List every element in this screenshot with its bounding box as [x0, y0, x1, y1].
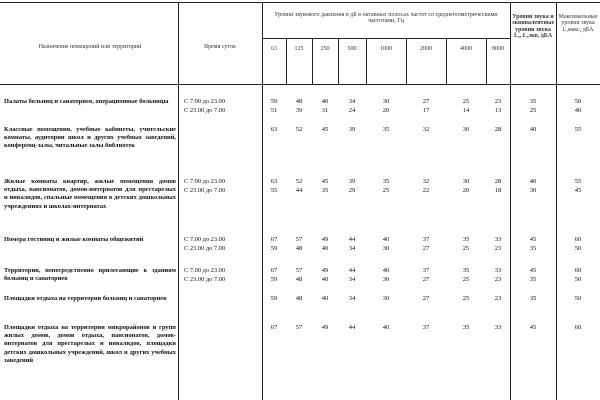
level-value: 29: [348, 187, 356, 194]
row-name: Классные помещения, учебные кабинеты, учительские комнаты, аудитории школ и других учебных заведений, конференц-залы, читальные залы библиотек: [4, 126, 176, 150]
frequency-column-divider: [366, 38, 367, 84]
row-time: С 7.00 до 23.00: [184, 178, 226, 185]
level-value: 28: [494, 178, 502, 185]
level-value: 35: [462, 267, 470, 274]
equiv-value: 35: [529, 295, 537, 302]
level-value: 55: [270, 187, 278, 194]
row-name: Жилые комнаты квартир, жилые помещения домов отдыха, пансионатов, домов-интернатов для престарелых и инвалидов, спальные помещения в детских дошкольных учреждениях и школах-интернатах: [4, 178, 176, 210]
column-divider-time: [262, 2, 263, 400]
max-value: 50: [574, 295, 582, 302]
level-value: 35: [462, 236, 470, 243]
level-value: 51: [270, 107, 278, 114]
level-value: 23: [494, 98, 502, 105]
level-value: 34: [348, 245, 356, 252]
max-value: 40: [574, 107, 582, 114]
equiv-value: 40: [529, 178, 537, 185]
column-divider-equiv: [556, 2, 557, 400]
level-value: 48: [295, 276, 303, 283]
equiv-value: 35: [529, 245, 537, 252]
equiv-value: 35: [529, 276, 537, 283]
header-col-levels: Уровни звукового давления в дБ в октавных полосах частот со среднегеометрическими частотами, Гц: [274, 12, 498, 25]
level-value: 39: [348, 178, 356, 185]
level-value: 40: [321, 295, 329, 302]
frequency-label: 500: [347, 46, 357, 52]
level-value: 27: [422, 295, 430, 302]
row-time: С 7.00 до 23.00: [184, 98, 226, 105]
level-value: 59: [270, 276, 278, 283]
max-value: 45: [574, 187, 582, 194]
level-value: 67: [270, 324, 278, 331]
level-value: 49: [321, 236, 329, 243]
level-value: 25: [462, 98, 470, 105]
frequency-column-divider: [486, 38, 487, 84]
row-name: Номера гостиниц и жилые комнаты общежитий: [4, 236, 144, 243]
level-value: 63: [270, 178, 278, 185]
level-value: 27: [422, 98, 430, 105]
level-value: 57: [295, 267, 303, 274]
level-value: 49: [321, 324, 329, 331]
max-value: 60: [574, 236, 582, 243]
frequency-label: 63: [271, 46, 277, 52]
frequency-label: 250: [320, 46, 330, 52]
equiv-value: 35: [529, 98, 537, 105]
level-value: 57: [295, 324, 303, 331]
row-time: С 23.00 до 7.00: [184, 107, 226, 114]
level-value: 25: [462, 295, 470, 302]
level-value: 44: [348, 324, 356, 331]
level-value: 27: [422, 245, 430, 252]
level-value: 17: [422, 107, 430, 114]
level-value: 18: [494, 187, 502, 194]
level-value: 31: [321, 107, 329, 114]
level-value: 59: [270, 295, 278, 302]
level-value: 37: [422, 236, 430, 243]
max-value: 55: [574, 126, 582, 133]
equiv-value: 30: [529, 187, 537, 194]
max-value: 60: [574, 324, 582, 331]
level-value: 33: [494, 236, 502, 243]
column-divider-name: [178, 2, 179, 400]
frequency-label: 2000: [420, 46, 432, 52]
row-name: Палаты больниц и санаториев, операционные больницы: [4, 98, 169, 105]
level-value: 44: [348, 236, 356, 243]
level-value: 48: [295, 245, 303, 252]
frequency-label: 1000: [380, 46, 392, 52]
level-value: 30: [382, 295, 390, 302]
frequency-column-divider: [286, 38, 287, 84]
equiv-value: 45: [529, 267, 537, 274]
level-value: 63: [270, 126, 278, 133]
level-value: 23: [494, 295, 502, 302]
level-value: 45: [321, 126, 329, 133]
level-value: 37: [422, 324, 430, 331]
level-value: 35: [382, 178, 390, 185]
frequency-label: 8000: [492, 46, 504, 52]
max-value: 50: [574, 98, 582, 105]
level-value: 23: [494, 276, 502, 283]
level-value: 39: [295, 107, 303, 114]
header-col-time: Время суток: [204, 44, 236, 50]
row-time: С 23.00 до 7.00: [184, 187, 226, 194]
level-value: 30: [382, 276, 390, 283]
level-value: 59: [270, 245, 278, 252]
level-value: 14: [462, 107, 470, 114]
level-value: 24: [348, 107, 356, 114]
row-time: С 7.00 до 23.00: [184, 236, 226, 243]
max-value: 60: [574, 267, 582, 274]
level-value: 45: [321, 178, 329, 185]
row-time: С 23.00 до 7.00: [184, 245, 226, 252]
level-value: 30: [462, 178, 470, 185]
level-value: 28: [494, 126, 502, 133]
max-value: 50: [574, 245, 582, 252]
level-value: 20: [382, 107, 390, 114]
level-value: 44: [295, 187, 303, 194]
level-value: 52: [295, 178, 303, 185]
level-value: 39: [348, 126, 356, 133]
equiv-value: 25: [529, 107, 537, 114]
header-col-name: Назначение помещений или территорий: [38, 44, 142, 50]
level-value: 30: [382, 98, 390, 105]
level-value: 40: [321, 98, 329, 105]
frequency-column-divider: [406, 38, 407, 84]
row-name: Площадки отдыха на территории микрорайонов и групп жилых домов, домов отдыха, пансионатов, домов-интернатов для престарелых и инвалидов, площадки детских дошкольных учреждений, школ и других учебных заведений: [4, 324, 176, 364]
header-col-max: Максимальные уровни звука Lₐмакс, дБА: [558, 14, 598, 33]
frequency-label: 125: [294, 46, 304, 52]
max-value: 55: [574, 178, 582, 185]
max-value: 50: [574, 276, 582, 283]
row-time: С 7.00 до 23.00: [184, 267, 226, 274]
level-value: 23: [494, 245, 502, 252]
level-value: 33: [494, 267, 502, 274]
level-value: 32: [422, 178, 430, 185]
row-name: Площадки отдыха на территории больниц и санаториев: [4, 295, 167, 302]
level-value: 25: [382, 187, 390, 194]
level-value: 13: [494, 107, 502, 114]
level-value: 35: [321, 187, 329, 194]
header-col-equiv: Уровни звука и эквивалентные уровни звука Lₐ, Lₐэкв, дБА: [512, 14, 555, 39]
level-value: 32: [422, 126, 430, 133]
level-value: 22: [422, 187, 430, 194]
level-value: 40: [382, 267, 390, 274]
level-value: 40: [321, 276, 329, 283]
level-value: 25: [462, 245, 470, 252]
equiv-value: 40: [529, 126, 537, 133]
level-value: 67: [270, 267, 278, 274]
level-value: 37: [422, 267, 430, 274]
frequency-column-divider: [312, 38, 313, 84]
row-time: С 23.00 до 7.00: [184, 276, 226, 283]
level-value: 67: [270, 236, 278, 243]
frequency-subheader-line: [262, 38, 510, 39]
frequency-label: 4000: [460, 46, 472, 52]
level-value: 34: [348, 295, 356, 302]
level-value: 30: [382, 245, 390, 252]
level-value: 34: [348, 276, 356, 283]
level-value: 35: [462, 324, 470, 331]
equiv-value: 45: [529, 324, 537, 331]
level-value: 59: [270, 98, 278, 105]
level-value: 49: [321, 267, 329, 274]
frequency-column-divider: [446, 38, 447, 84]
level-value: 57: [295, 236, 303, 243]
level-value: 35: [382, 126, 390, 133]
row-name: Территории, непосредственно прилегающие к зданиям больниц и санаториев: [4, 267, 176, 283]
level-value: 52: [295, 126, 303, 133]
level-value: 40: [321, 245, 329, 252]
level-value: 33: [494, 324, 502, 331]
level-value: 40: [382, 236, 390, 243]
level-value: 44: [348, 267, 356, 274]
level-value: 40: [382, 324, 390, 331]
level-value: 30: [462, 126, 470, 133]
level-value: 27: [422, 276, 430, 283]
equiv-value: 45: [529, 236, 537, 243]
column-divider-levels: [510, 2, 511, 400]
level-value: 25: [462, 276, 470, 283]
level-value: 34: [348, 98, 356, 105]
level-value: 20: [462, 187, 470, 194]
level-value: 48: [295, 98, 303, 105]
level-value: 48: [295, 295, 303, 302]
frequency-column-divider: [338, 38, 339, 84]
